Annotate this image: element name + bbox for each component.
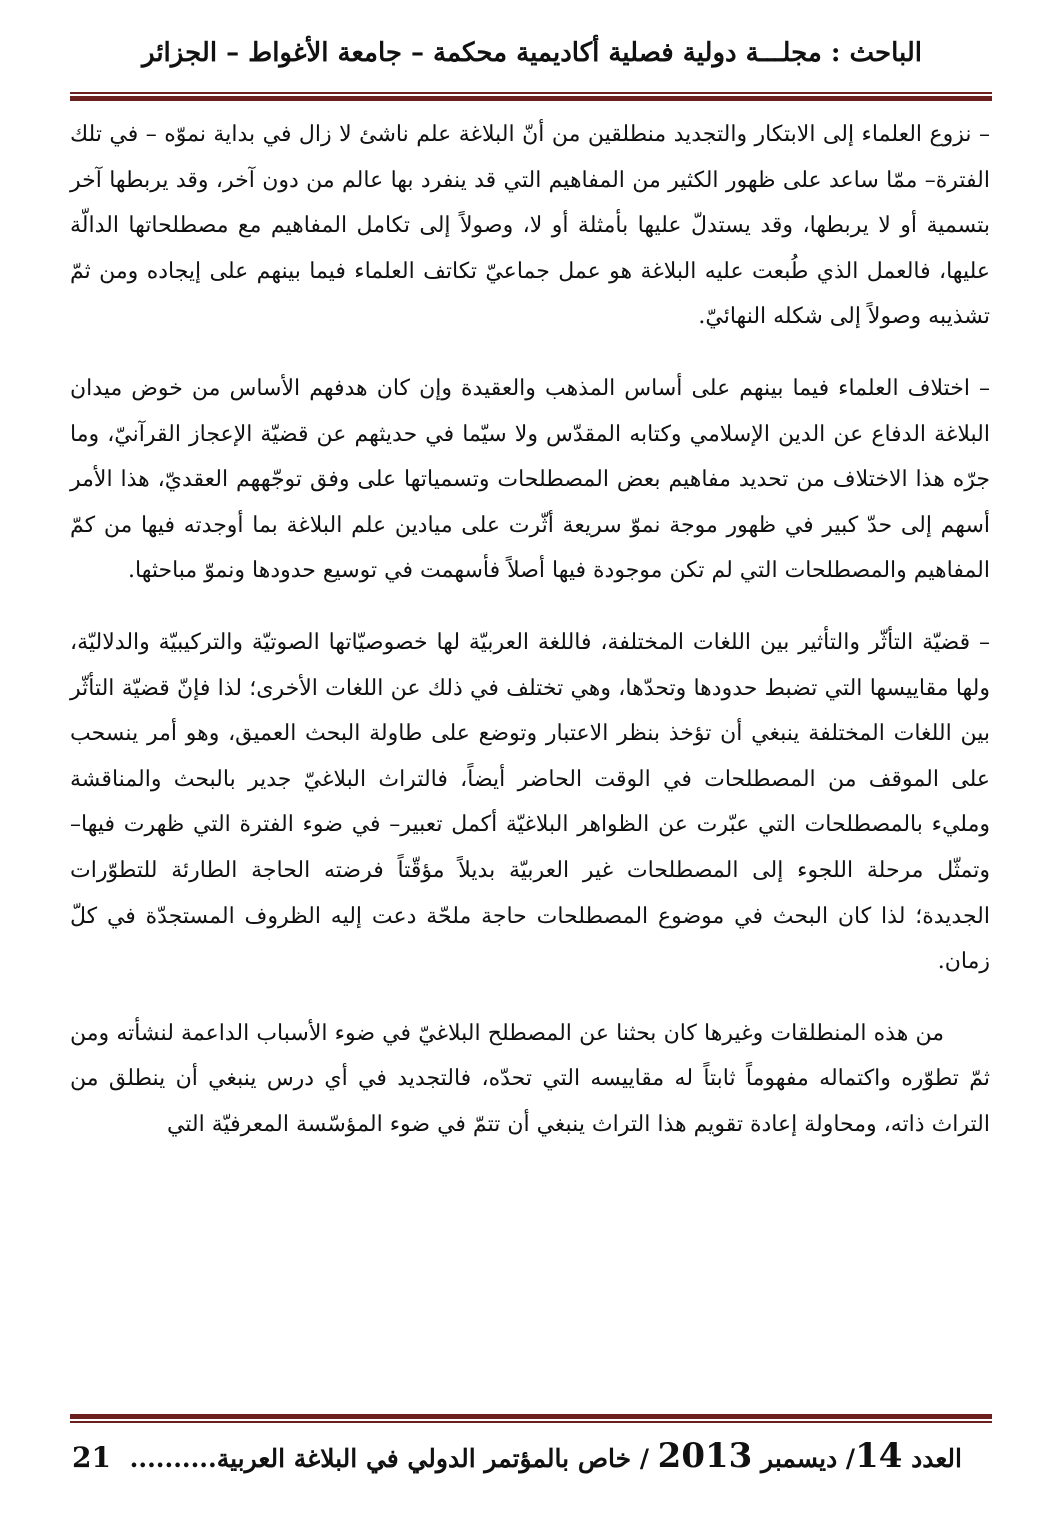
footer-issue-number: 14 — [855, 1436, 903, 1476]
page-header: الباحث : مجلـــة دولية فصلية أكاديمية محكمة – جامعة الأغواط – الجزائر — [141, 38, 922, 68]
header-rule-thin — [70, 92, 992, 94]
paragraph-2: – اختلاف العلماء فيما بينهم على أساس المذهب والعقيدة وإن كان هدفهم الأساس من خوض ميدان البلاغة الدفاع عن الدين الإسلامي وكتابه المقدّس ولا سيّما في حديثهم عن قضيّة الإعجاز القرآنيّ، وما جرّه هذا الاختلاف من تحديد مفاهيم بعض المصطلحات وتسمياتها على وفق توجّههم العقديّ، هذا الأمر أسهم إلى حدّ كبير في ظهور موجة نموّ سريعة أثّرت على ميادين علم البلاغة بما أوجدته فيها من كمّ المفاهيم والمصطلحات التي لم تكن موجودة فيها أصلاً فأسهمت في توسيع حدودها ونموّ مباحثها. — [70, 375, 991, 584]
footer-description: / خاص بالمؤتمر الدولي في البلاغة العربية.......... — [129, 1444, 649, 1473]
paragraph-1: – نزوع العلماء إلى الابتكار والتجديد منطلقين من أنّ البلاغة علم ناشئ لا زال في بداية نموّه – في تلك الفترة– ممّا ساعد على ظهور الكثير من المفاهيم التي قد ينفرد بها عالم من دون آخر، وقد يربطها آخر بتسمية أو لا يربطها، وقد يستدلّ عليها بأمثلة أو لا، وصولاً إلى تكامل المفاهيم مع مصطلحاتها الدالّة عليها، فالعمل الذي طُبعت عليه البلاغة هو عمل جماعيّ تكاتف العلماء فيما بينهم على إيجاده ومن ثمّ تشذيبه وصولاً إلى شكله النهائيّ. — [70, 122, 990, 330]
footer-issue-label: العدد — [911, 1444, 962, 1473]
footer-rule-thin — [70, 1421, 992, 1423]
header-rule-thick — [70, 96, 992, 101]
footer-rule-thick — [70, 1414, 992, 1419]
footer-year: 2013 — [657, 1436, 753, 1476]
page-footer — [71, 1436, 962, 1476]
page-number: 21 — [71, 1441, 111, 1474]
paragraph-4: من هذه المنطلقات وغيرها كان بحثنا عن المصطلح البلاغيّ في ضوء الأسباب الداعمة لنشأته ومن ثمّ تطوّره واكتماله مفهوماً ثابتاً له مقاييسه التي تحدّه، فالتجديد في أي درس ينبغي أن ينطلق من التراث ذاته، ومحاولة إعادة تقويم هذا التراث ينبغي أن تتمّ في ضوء المؤسّسة المعرفيّة التي — [70, 1020, 990, 1137]
paragraph-3: – قضيّة التأثّر والتأثير بين اللغات المختلفة، فاللغة العربيّة لها خصوصيّاتها الصوتيّة والتركيبيّة والدلاليّة، ولها مقاييسها التي تضبط حدودها وتحدّها، وهي تختلف في ذلك عن اللغات الأخرى؛ لذا فإنّ قضيّة التأثّر بين اللغات المختلفة ينبغي أن تؤخذ بنظر الاعتبار وتوضع على طاولة البحث العميق، وهو أمر ينسحب على الموقف من المصطلحات في الوقت الحاضر أيضاً، فالتراث البلاغيّ جدير بالبحث والمناقشة ومليء بالمصطلحات التي عبّرت عن الظواهر البلاغيّة أكمل تعبير– في ضوء الفترة التي ظهرت فيها– وتمثّل مرحلة اللجوء إلى المصطلحات غير العربيّة بديلاً مؤقّتاً فرضته الحاجة الطارئة للتطوّرات الجديدة؛ لذا كان البحث في موضوع المصطلحات حاجة ملحّة دعت إليه الظروف المستجدّة في كلّ زمان. — [70, 629, 990, 975]
footer-month: / ديسمبر — [761, 1444, 856, 1473]
body-text — [70, 112, 990, 1173]
